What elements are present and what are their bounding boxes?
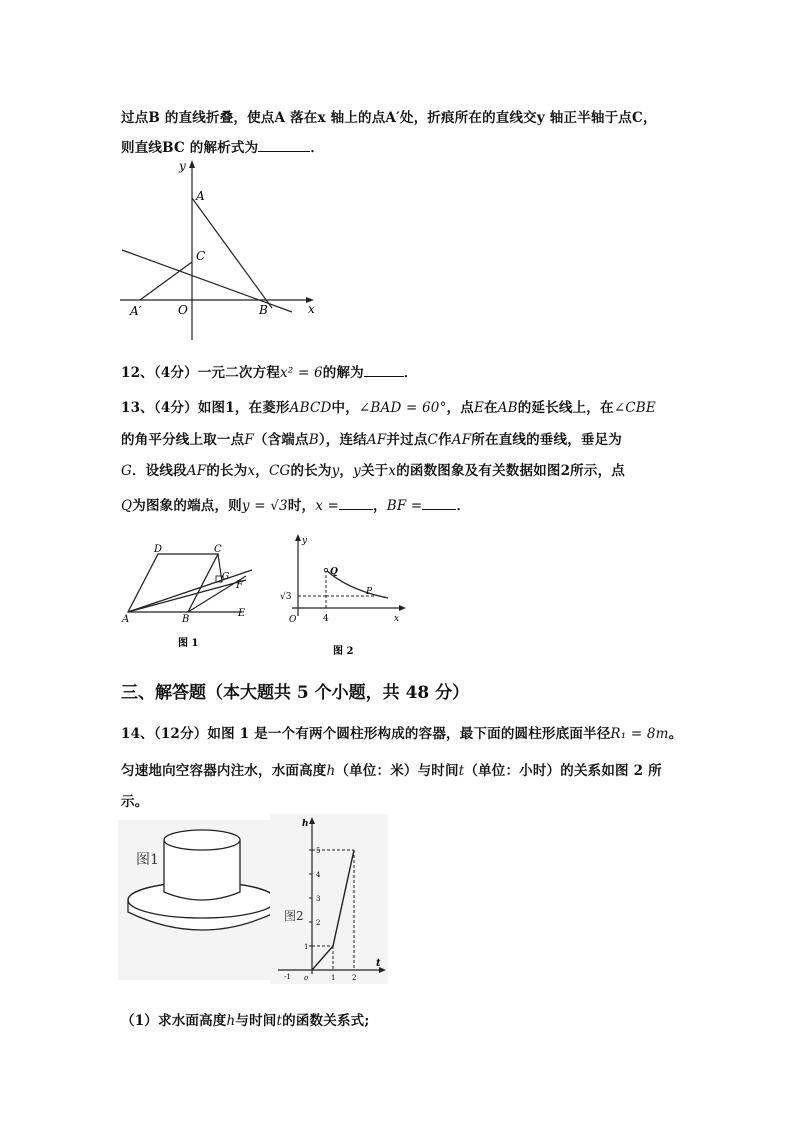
q12-line: 12、（4分）一元二次方程x² = 6的解为 ． <box>121 365 418 381</box>
point-D: D <box>154 544 163 555</box>
point-C: C <box>214 544 222 555</box>
q14-line3: 示。 <box>121 794 149 810</box>
origin-label: o <box>304 974 309 982</box>
answer-blank <box>422 497 456 510</box>
point-F: F <box>236 580 243 591</box>
q13-line2: 的角平分线上取一点F（含端点B），连结AF并过点C作AF所在直线的垂线，垂足为 <box>121 432 622 448</box>
figure-caption: 图 1 <box>178 638 199 649</box>
q11-line1: 过点B 的直线折叠，使点A 落在x 轴上的点A′处，折痕所在的直线交y 轴正半轴于点C， <box>121 110 657 126</box>
q14-line1: 14、（12分）如图 1 是一个有两个圆柱形构成的容器，最下面的圆柱形底面半径R₁ = 8m。 <box>121 726 683 742</box>
tick-4: 4 <box>323 614 329 624</box>
q11-figure <box>112 158 322 348</box>
q13-figure-2 <box>278 532 408 660</box>
origin-label: O <box>289 615 297 625</box>
ytick-3: 3 <box>316 895 321 903</box>
q13-line3: G．设线段AF的长为x，CG的长为y，y关于x的函数图象及有关数据如图2所示，点 <box>121 463 625 479</box>
point-P: P <box>366 587 373 597</box>
figure-label: 图2 <box>284 909 304 923</box>
point-B: B <box>182 614 190 625</box>
xtick-1: 1 <box>331 974 336 982</box>
sqrt3-tick: √3 <box>280 592 292 602</box>
point-A: A <box>122 614 130 625</box>
xtick-2: 2 <box>352 974 357 982</box>
q14-sub1: （1）求水面高度h与时间t的函数关系式; <box>121 1013 370 1029</box>
point-Q: Q <box>330 567 338 577</box>
section-heading: 三、解答题（本大题共 5 个小题，共 48 分） <box>121 683 470 703</box>
q11-x-label: x <box>308 302 315 316</box>
ytick-1: 1 <box>304 943 309 951</box>
t-axis-label: t <box>376 958 381 969</box>
q14-figure-1 <box>118 820 284 980</box>
q13-line4: Q为图象的端点，则y = √3时，x = ，BF = ． <box>121 498 471 514</box>
ytick-2: 2 <box>316 919 321 927</box>
point-A-prime: A′ <box>130 304 142 318</box>
xtick-minus1: -1 <box>284 973 291 981</box>
point-E: E <box>238 608 246 619</box>
h-axis-label: h <box>302 819 309 829</box>
q13-figure-1 <box>118 540 268 655</box>
answer-blank <box>339 497 373 510</box>
q13-line1: 13、（4分）如图1，在菱形ABCD中，∠BAD = 60°，点E在AB的延长线上，在∠CBE <box>121 400 656 416</box>
q14-figure-2 <box>270 814 388 984</box>
ytick-5: 5 <box>316 847 321 855</box>
point-C: C <box>196 249 206 263</box>
q11-y-label: y <box>179 159 186 173</box>
x-axis-label: x <box>394 614 400 624</box>
y-axis-label: y <box>302 536 308 546</box>
point-B: B <box>259 303 268 317</box>
answer-blank <box>364 364 404 377</box>
point-G: G <box>222 572 230 582</box>
q11-line2: 则直线BC 的解析式为 ． <box>121 140 325 156</box>
figure-label: 图1 <box>136 852 159 868</box>
point-A: A <box>196 189 205 203</box>
point-O: O <box>178 303 188 317</box>
q14-line2: 匀速地向空容器内注水，水面高度h（单位：米）与时间t（单位：小时）的关系如图 2 所 <box>121 763 662 779</box>
answer-blank <box>258 139 310 152</box>
figure-caption: 图 2 <box>333 646 354 657</box>
ytick-4: 4 <box>316 871 321 879</box>
